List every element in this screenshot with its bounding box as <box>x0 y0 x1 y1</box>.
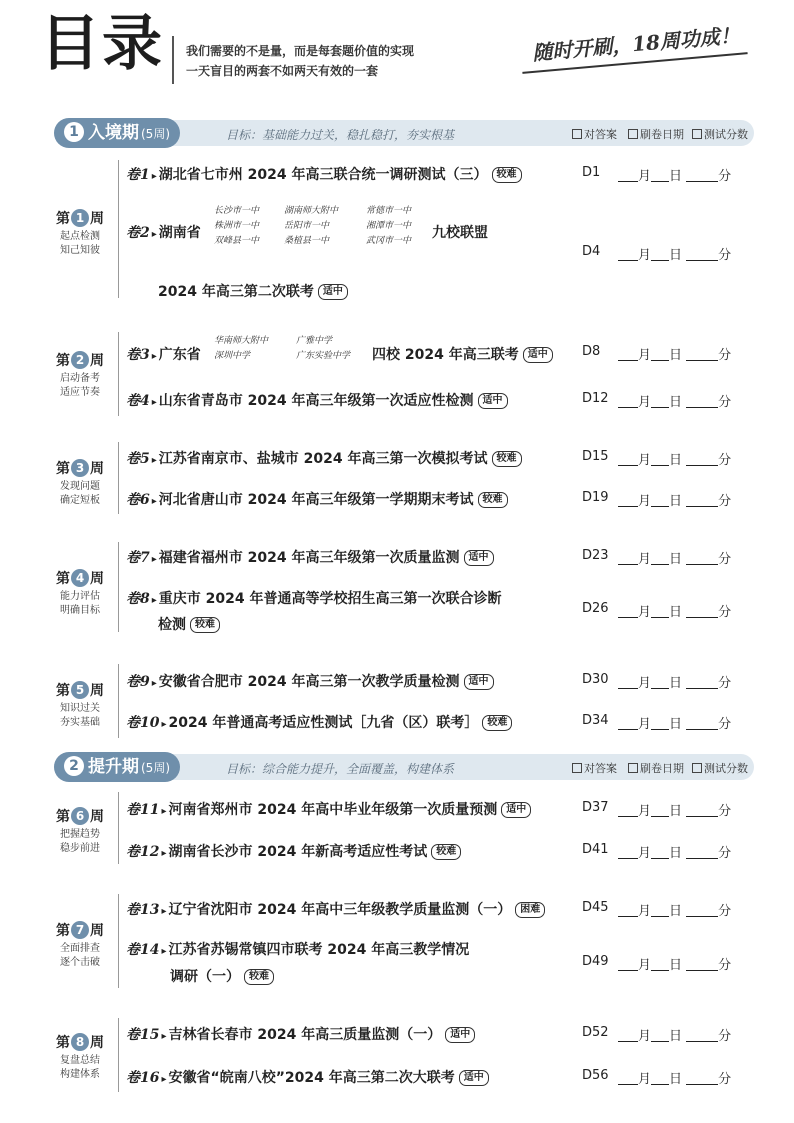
date-score-fields[interactable] <box>618 490 731 509</box>
score-blank[interactable] <box>686 676 718 689</box>
exam-row-9[interactable]: 卷9 ▸ 安徽省合肥市 2024 年高三第一次教学质量检测 适中 <box>126 671 494 691</box>
week-3-label: 第 3 周 发现问题 确定短板 <box>56 461 104 506</box>
day-label: 日 <box>669 169 683 184</box>
date-score-fields[interactable] <box>618 601 731 620</box>
score-blank[interactable] <box>686 348 718 361</box>
day-label: 日 <box>669 248 683 263</box>
month-label: 月 <box>638 1029 652 1044</box>
week-2-divider <box>118 332 119 416</box>
score-label: 分 <box>718 1072 732 1087</box>
answer-page: D41 <box>582 842 609 857</box>
difficulty-badge: 困难 <box>515 902 545 918</box>
answer-page: D1 <box>582 165 601 180</box>
exam-row-14-line2: 调研（一） 较难 <box>170 966 274 986</box>
score-blank[interactable] <box>686 846 718 859</box>
month-blank[interactable] <box>618 804 638 817</box>
score-label: 分 <box>718 676 732 691</box>
day-blank[interactable] <box>651 1029 669 1042</box>
score-label: 分 <box>718 846 732 861</box>
phase-2-label <box>54 752 180 782</box>
date-score-fields[interactable] <box>618 713 731 732</box>
title-divider <box>172 36 174 84</box>
score-label: 分 <box>718 1029 732 1044</box>
calendar-icon <box>628 763 638 773</box>
answer-page: D19 <box>582 490 609 505</box>
week-5-divider <box>118 664 119 738</box>
phase-2-col-date: 刷卷日期 <box>628 760 684 776</box>
answer-page: D49 <box>582 954 609 969</box>
day-label: 日 <box>669 395 683 410</box>
answer-page: D45 <box>582 900 609 915</box>
exam-row-13[interactable]: 卷13 ▸ 辽宁省沈阳市 2024 年高中三年级教学质量监测（一） 困难 <box>126 899 545 919</box>
difficulty-badge: 较难 <box>478 492 508 508</box>
month-blank[interactable] <box>618 846 638 859</box>
exam-row-3-title: 四校 2024 年高三联考 适中 <box>372 344 553 364</box>
month-label: 月 <box>638 958 652 973</box>
score-label: 分 <box>718 494 732 509</box>
day-label: 日 <box>669 1029 683 1044</box>
day-blank[interactable] <box>651 804 669 817</box>
date-score-fields[interactable] <box>618 344 731 363</box>
difficulty-badge: 适中 <box>501 802 531 818</box>
score-icon <box>692 763 702 773</box>
difficulty-badge: 适中 <box>478 393 508 409</box>
month-blank[interactable] <box>618 676 638 689</box>
date-score-fields[interactable] <box>618 449 731 468</box>
date-score-fields[interactable] <box>618 672 731 691</box>
slogan-line-2: 一天盲目的两套不如两天有效的一套 <box>186 64 379 78</box>
week-1-label: 第 1 周 起点检测 知己知彼 <box>56 211 104 256</box>
week-8-label: 第 8 周 复盘总结 构建体系 <box>56 1035 104 1080</box>
exam-row-14[interactable]: 卷14 ▸ 江苏省苏锡常镇四市联考 2024 年高三教学情况 <box>126 942 470 958</box>
calendar-icon <box>628 129 638 139</box>
score-label: 分 <box>718 552 732 567</box>
answer-page: D52 <box>582 1025 609 1040</box>
score-label: 分 <box>718 169 732 184</box>
exam-row-1[interactable]: 卷1 ▸ 湖北省七市州 2024 年高三联合统一调研测试（三） 较难 <box>126 164 522 184</box>
day-blank[interactable] <box>651 169 669 182</box>
week-6-label: 第 6 周 把握趋势 稳步前进 <box>56 809 104 854</box>
exam-row-8[interactable]: 卷8 ▸ 重庆市 2024 年普通高等学校招生高三第一次联合诊断 <box>126 591 502 607</box>
score-label: 分 <box>718 248 732 263</box>
phase-1-col-date: 刷卷日期 <box>628 126 684 142</box>
day-blank[interactable] <box>651 453 669 466</box>
answer-page: D56 <box>582 1068 609 1083</box>
score-label: 分 <box>718 804 732 819</box>
exam-row-16[interactable]: 卷16 ▸ 安徽省“皖南八校”2024 年高三第二次大联考 适中 <box>126 1067 489 1087</box>
difficulty-badge: 较难 <box>244 969 274 985</box>
score-blank[interactable] <box>686 904 718 917</box>
answer-page: D34 <box>582 713 609 728</box>
exam-row-15[interactable]: 卷15 ▸ 吉林省长春市 2024 年高三质量监测（一） 适中 <box>126 1024 475 1044</box>
difficulty-badge: 适中 <box>464 674 494 690</box>
phase-2-number: 2 <box>64 756 84 776</box>
school-list-col-3: 常德市一中 湘潭市一中 武冈市一中 <box>366 206 412 246</box>
school-list-col-1: 华南师大附中 深圳中学 <box>214 336 269 361</box>
slogan-line-1: 我们需要的不是量，而是每套题价值的实现 <box>186 44 415 58</box>
week-8-divider <box>118 1018 119 1092</box>
day-blank[interactable] <box>651 676 669 689</box>
exam-row-5[interactable]: 卷5 ▸ 江苏省南京市、盐城市 2024 年高三第一次模拟考试 较难 <box>126 448 522 468</box>
score-blank[interactable] <box>686 605 718 618</box>
day-label: 日 <box>669 904 683 919</box>
day-label: 日 <box>669 676 683 691</box>
day-blank[interactable] <box>651 605 669 618</box>
score-label: 分 <box>718 605 732 620</box>
month-label: 月 <box>638 395 652 410</box>
day-label: 日 <box>669 348 683 363</box>
score-blank[interactable] <box>686 494 718 507</box>
month-label: 月 <box>638 846 652 861</box>
phase-1-col-score: 测试分数 <box>692 126 748 142</box>
page-title: 目录 <box>40 9 164 79</box>
difficulty-badge: 较难 <box>190 617 220 633</box>
score-icon <box>692 129 702 139</box>
day-label: 日 <box>669 494 683 509</box>
phase-1-number: 1 <box>64 122 84 142</box>
exam-row-12[interactable]: 卷12 ▸ 湖南省长沙市 2024 年新高考适应性考试 较难 <box>126 841 461 861</box>
day-blank[interactable] <box>651 846 669 859</box>
day-blank[interactable] <box>651 552 669 565</box>
month-blank[interactable] <box>618 248 638 261</box>
phase-1-col-answer: 对答案 <box>572 126 617 142</box>
month-label: 月 <box>638 248 652 263</box>
date-score-fields[interactable] <box>618 1068 731 1087</box>
phase-1-goal: 目标：基础能力过关，稳扎稳打，夯实根基 <box>226 128 455 142</box>
phase-1-weeks: (5周) <box>141 127 170 141</box>
month-label: 月 <box>638 552 652 567</box>
month-blank[interactable] <box>618 1072 638 1085</box>
score-blank[interactable] <box>686 552 718 565</box>
month-label: 月 <box>638 676 652 691</box>
answer-page: D4 <box>582 244 601 259</box>
week-5-label: 第 5 周 知识过关 夯实基础 <box>56 683 104 728</box>
week-2-label: 第 2 周 启动备考 适应节奏 <box>56 353 104 398</box>
day-blank[interactable] <box>651 395 669 408</box>
week-1-divider <box>118 160 119 298</box>
week-3-divider <box>118 442 119 514</box>
difficulty-badge: 适中 <box>523 347 553 363</box>
score-label: 分 <box>718 395 732 410</box>
day-label: 日 <box>669 552 683 567</box>
answer-page: D8 <box>582 344 601 359</box>
month-blank[interactable] <box>618 552 638 565</box>
day-blank[interactable] <box>651 1072 669 1085</box>
phase-1-label <box>54 118 180 148</box>
exam-row-2-title: 九校联盟 <box>432 225 488 241</box>
score-label: 分 <box>718 348 732 363</box>
difficulty-badge: 较难 <box>482 715 512 731</box>
answer-icon <box>572 763 582 773</box>
answer-page: D12 <box>582 391 609 406</box>
exam-row-11[interactable]: 卷11 ▸ 河南省郑州市 2024 年高中毕业年级第一次质量预测 适中 <box>126 799 531 819</box>
score-blank[interactable] <box>686 717 718 730</box>
score-blank[interactable] <box>686 248 718 261</box>
month-blank[interactable] <box>618 1029 638 1042</box>
day-blank[interactable] <box>651 248 669 261</box>
score-blank[interactable] <box>686 169 718 182</box>
score-label: 分 <box>718 904 732 919</box>
phase-2-col-answer: 对答案 <box>572 760 617 776</box>
month-label: 月 <box>638 169 652 184</box>
month-blank[interactable] <box>618 958 638 971</box>
date-score-fields[interactable] <box>618 244 731 263</box>
score-blank[interactable] <box>686 804 718 817</box>
phase-2-goal: 目标：综合能力提升，全面覆盖，构建体系 <box>226 762 455 776</box>
day-blank[interactable] <box>651 348 669 361</box>
date-score-fields[interactable] <box>618 548 731 567</box>
day-label: 日 <box>669 1072 683 1087</box>
difficulty-badge: 较难 <box>492 167 522 183</box>
exam-row-8-line2: 检测 较难 <box>158 614 220 634</box>
month-label: 月 <box>638 804 652 819</box>
difficulty-badge: 适中 <box>464 550 494 566</box>
month-label: 月 <box>638 717 652 732</box>
week-6-divider <box>118 792 119 864</box>
month-label: 月 <box>638 1072 652 1087</box>
day-label: 日 <box>669 717 683 732</box>
school-list-col-2: 广雅中学 广东实验中学 <box>296 336 351 361</box>
month-blank[interactable] <box>618 453 638 466</box>
date-score-fields[interactable] <box>618 391 731 410</box>
phase-2-col-score: 测试分数 <box>692 760 748 776</box>
exam-row-4[interactable]: 卷4 ▸ 山东省青岛市 2024 年高三年级第一次适应性检测 适中 <box>126 390 508 410</box>
month-blank[interactable] <box>618 348 638 361</box>
difficulty-badge: 适中 <box>318 284 348 300</box>
phase-2-weeks: (5周) <box>141 761 170 775</box>
answer-page: D37 <box>582 800 609 815</box>
exam-row-6[interactable]: 卷6 ▸ 河北省唐山市 2024 年高三年级第一学期期末考试 较难 <box>126 489 508 509</box>
week-7-divider <box>118 894 119 988</box>
score-blank[interactable] <box>686 395 718 408</box>
answer-page: D23 <box>582 548 609 563</box>
month-label: 月 <box>638 904 652 919</box>
school-list-col-2: 湖南师大附中 岳阳市一中 桑植县一中 <box>284 206 339 246</box>
month-label: 月 <box>638 348 652 363</box>
date-score-fields[interactable] <box>618 1025 731 1044</box>
month-blank[interactable] <box>618 904 638 917</box>
score-blank[interactable] <box>686 1072 718 1085</box>
month-blank[interactable] <box>618 395 638 408</box>
school-list-col-1: 长沙市一中 株洲市一中 双峰县一中 <box>214 206 260 246</box>
date-score-fields[interactable] <box>618 842 731 861</box>
day-blank[interactable] <box>651 494 669 507</box>
phase-1-name: 入境期 <box>88 123 139 143</box>
answer-page: D15 <box>582 449 609 464</box>
handwritten-slogan: 随时开刷，18周功成！ <box>531 22 741 66</box>
month-blank[interactable] <box>618 494 638 507</box>
date-score-fields[interactable] <box>618 165 731 184</box>
difficulty-badge: 适中 <box>459 1070 489 1086</box>
month-blank[interactable] <box>618 605 638 618</box>
exam-row-2-line2: 2024 年高三第二次联考 适中 <box>158 281 348 301</box>
exam-row-10[interactable]: 卷10 ▸ 2024 年普通高考适应性测试［九省（区）联考］ 较难 <box>126 712 512 732</box>
exam-row-2[interactable]: 卷2 ▸ 湖南省 <box>126 225 201 241</box>
exam-row-3[interactable]: 卷3 ▸ 广东省 <box>126 347 201 363</box>
difficulty-badge: 较难 <box>492 451 522 467</box>
day-label: 日 <box>669 804 683 819</box>
score-blank[interactable] <box>686 1029 718 1042</box>
month-blank[interactable] <box>618 717 638 730</box>
answer-page: D26 <box>582 601 609 616</box>
score-label: 分 <box>718 453 732 468</box>
day-blank[interactable] <box>651 904 669 917</box>
day-label: 日 <box>669 958 683 973</box>
day-blank[interactable] <box>651 958 669 971</box>
month-label: 月 <box>638 494 652 509</box>
week-4-divider <box>118 542 119 632</box>
month-label: 月 <box>638 605 652 620</box>
score-blank[interactable] <box>686 453 718 466</box>
month-label: 月 <box>638 453 652 468</box>
week-7-label: 第 7 周 全面排查 逐个击破 <box>56 923 104 968</box>
day-blank[interactable] <box>651 717 669 730</box>
date-score-fields[interactable] <box>618 954 731 973</box>
month-blank[interactable] <box>618 169 638 182</box>
day-label: 日 <box>669 605 683 620</box>
score-label: 分 <box>718 717 732 732</box>
week-4-label: 第 4 周 能力评估 明确目标 <box>56 571 104 616</box>
answer-page: D30 <box>582 672 609 687</box>
answer-icon <box>572 129 582 139</box>
day-label: 日 <box>669 453 683 468</box>
date-score-fields[interactable] <box>618 900 731 919</box>
date-score-fields[interactable] <box>618 800 731 819</box>
exam-row-7[interactable]: 卷7 ▸ 福建省福州市 2024 年高三年级第一次质量监测 适中 <box>126 547 494 567</box>
difficulty-badge: 较难 <box>431 844 461 860</box>
score-blank[interactable] <box>686 958 718 971</box>
score-label: 分 <box>718 958 732 973</box>
difficulty-badge: 适中 <box>445 1027 475 1043</box>
day-label: 日 <box>669 846 683 861</box>
phase-2-name: 提升期 <box>88 757 139 777</box>
